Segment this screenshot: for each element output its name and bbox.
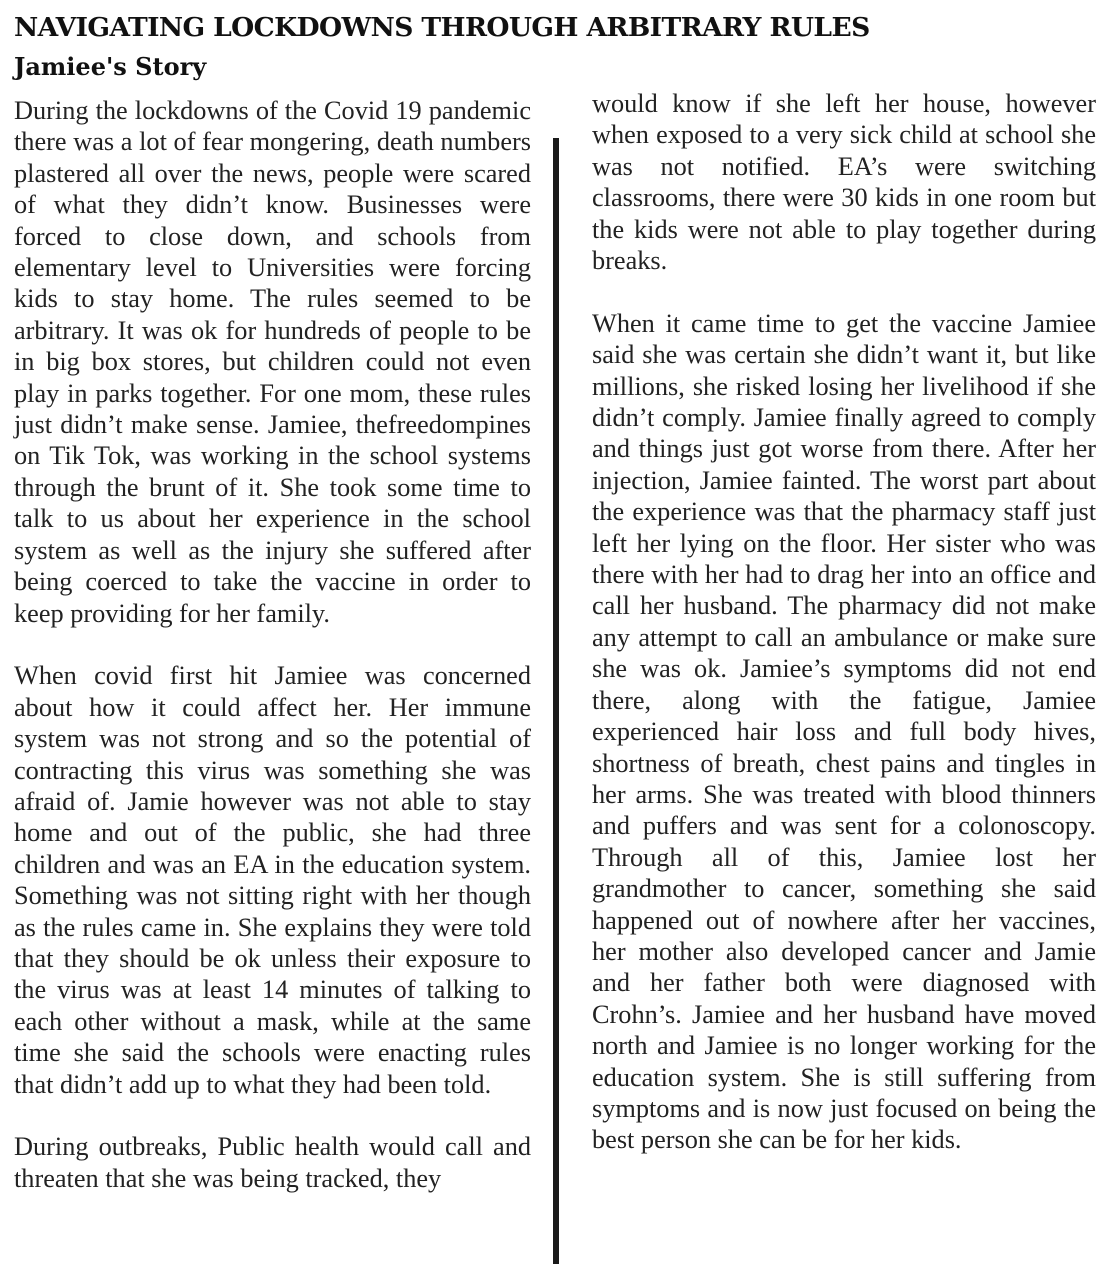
column-divider bbox=[553, 138, 559, 1264]
headline: NAVIGATING LOCKDOWNS THROUGH ARBITRARY RULES bbox=[14, 12, 870, 43]
left-column bbox=[14, 95, 531, 1194]
paragraph: would know if she left her house, however when exposed to a very sick child at school she was not notified. EA’s were switching classrooms, there were 30 kids in one room but the kids were not able to play together during breaks. bbox=[592, 89, 1096, 276]
subheadline: Jamiee's Story bbox=[14, 52, 207, 81]
paragraph: During the lockdowns of the Covid 19 pandemic there was a lot of fear mongering, death numbers plastered all over the news, people were scared of what they didn’t know. Businesses were forced to close down, and schools from elementary level to Universities were forcing kids to stay home. The rules seemed to be arbitrary. It was ok for hundreds of people to be in big box stores, but children could not even play in parks together. For one mom, these rules just didn’t make sense. Jamiee, thefreedompines on Tik Tok, was working in the school systems through the brunt of it. She took some time to talk to us about her experience in the school system as well as the injury she suffered after being coerced to take the vaccine in order to keep providing for her family. bbox=[14, 96, 531, 628]
paragraph: When it came time to get the vaccine Jamiee said she was certain she didn’t want it, but like millions, she risked losing her livelihood if she didn’t comply. Jamiee finally agreed to comply and things just got worse from there. After her injection, Jamiee fainted. The worst part about the experience was that the pharmacy staff just left her lying on the floor. Her sister who was there with her had to drag her into an office and call her husband. The pharmacy did not make any attempt to call an ambulance or make sure she was ok. Jamiee’s symptoms did not end there, along with the fatigue, Jamiee experienced hair loss and full body hives, shortness of breath, chest pains and tingles in her arms. She was treated with blood thinners and puffers and was sent for a colonoscopy. Through all of this, Jamiee lost her grandmother to cancer, something she said happened out of nowhere after her vaccines, her mother also developed cancer and Jamie and her father both were diagnosed with Crohn’s. Jamiee and her husband have moved north and Jamiee is no longer working for the education system. She is still suffering from symptoms and is now just focused on being the best person she can be for her kids. bbox=[592, 308, 1096, 1155]
paragraph: When covid first hit Jamiee was concerned about how it could affect her. Her immune system was not strong and so the potential of contracting this virus was something she was afraid of. Jamie however was not able to stay home and out of the public, she had three children and was an EA in the education system. Something was not sitting right with her though as the rules came in. She explains they were told that they should be ok unless their exposure to the virus was at least 14 minutes of talking to each other without a mask, while at the same time she said the schools were enacting rules that didn’t add up to what they had been told. bbox=[14, 661, 531, 1099]
right-column bbox=[592, 88, 1096, 1156]
paragraph: During outbreaks, Public health would call and threaten that she was being tracked, they bbox=[14, 1132, 531, 1193]
